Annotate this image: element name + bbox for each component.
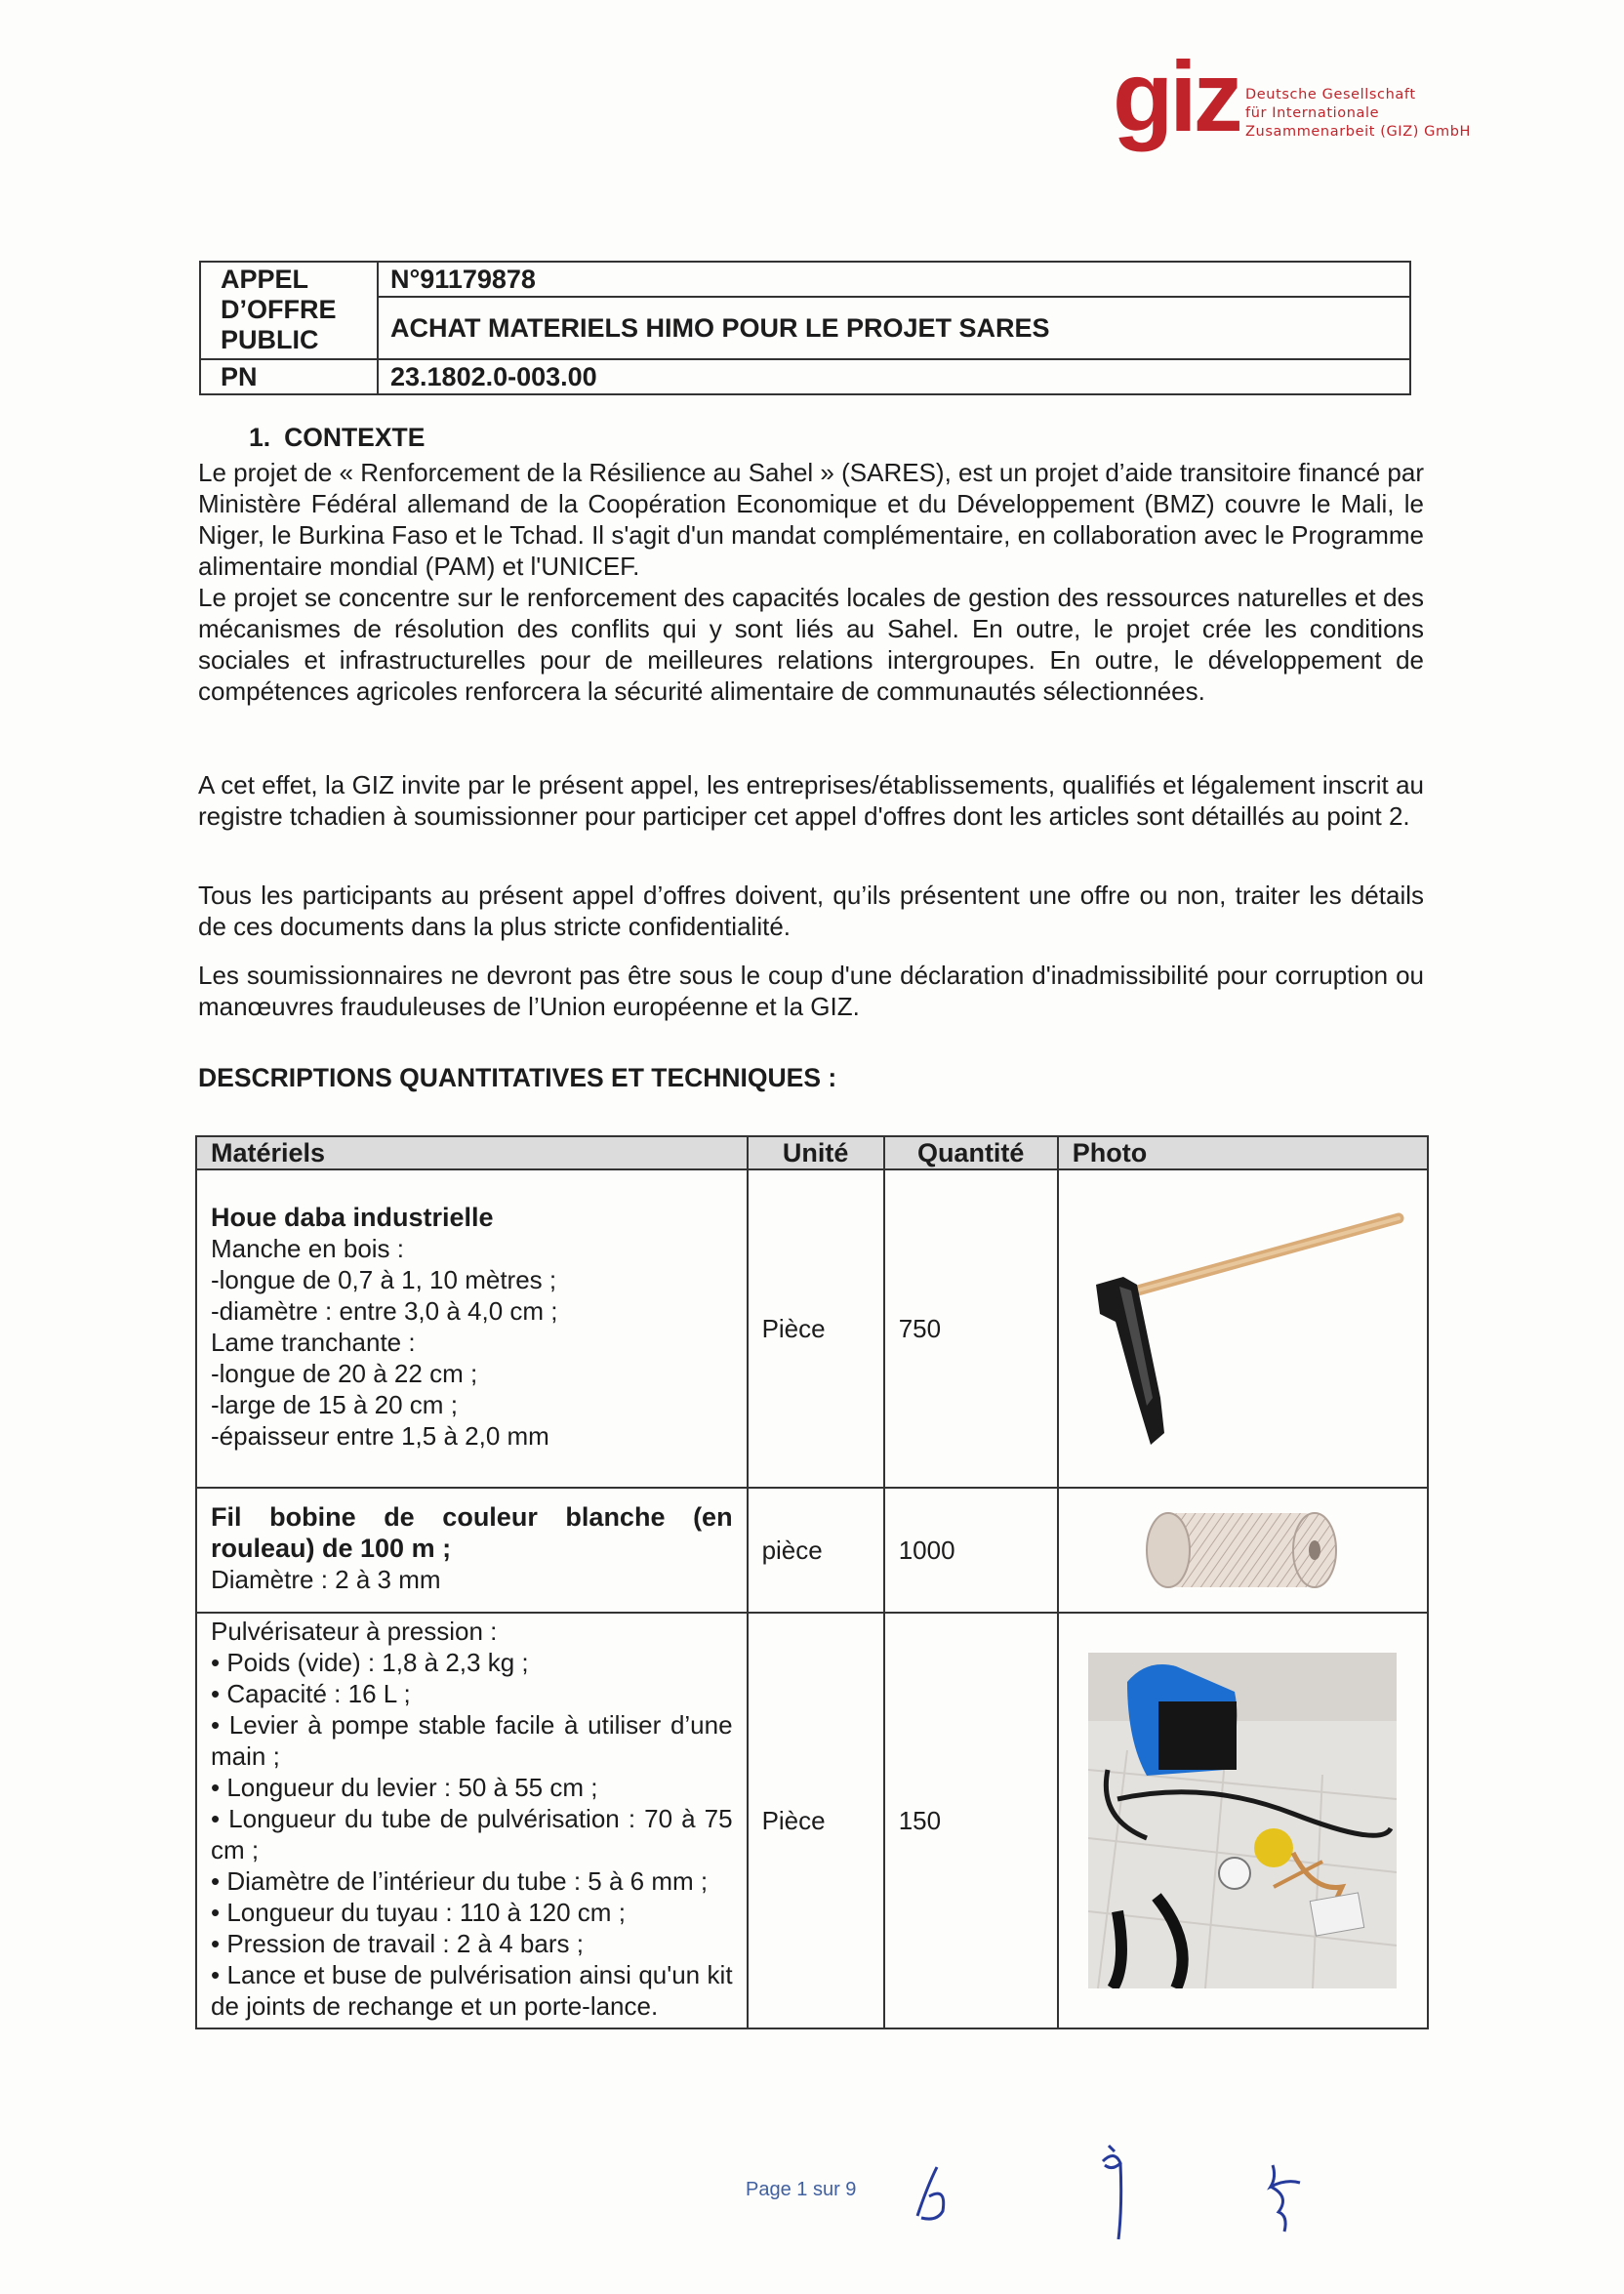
items-table [195, 1135, 1429, 2029]
spec-line: -longue de 0,7 à 1, 10 mètres ; [211, 1265, 557, 1294]
column-header: Unité [748, 1136, 884, 1169]
appel-label: APPEL D’OFFRE PUBLIC [200, 262, 378, 359]
logo-line: Deutsche Gesellschaft [1245, 87, 1416, 102]
table-row [196, 1488, 1428, 1613]
handwritten-initial [1093, 2138, 1142, 2245]
column-header: Photo [1058, 1136, 1428, 1169]
spec-line: -large de 15 à 20 cm ; [211, 1390, 458, 1419]
pn-value: 23.1802.0-003.00 [378, 359, 1410, 394]
spec-line: • Diamètre de l’intérieur du tube : 5 à 6 mm ; [211, 1866, 709, 1896]
logo-line: für Internationale [1245, 105, 1380, 121]
sprayer-photo-icon [1088, 1653, 1397, 1988]
spec-line: • Lance et buse de pulvérisation ainsi qu'un kit de joints de rechange et un porte-lance. [211, 1960, 733, 2021]
tender-number: N°91179878 [378, 262, 1410, 297]
paragraph: A cet effet, la GIZ invite par le présent appel, les entreprises/établissements, qualifiés et légalement inscrit au registre tchadien à soumissionner pour participer cet appel d'offres dont les articles sont détaillés au point 2. [198, 770, 1424, 831]
item-unit: Pièce [748, 1613, 884, 2028]
descriptions-title: DESCRIPTIONS QUANTITATIVES ET TECHNIQUES : [198, 1063, 837, 1092]
spec-line: • Pression de travail : 2 à 4 bars ; [211, 1929, 584, 1958]
paragraph: Le projet se concentre sur le renforcement des capacités locales de gestion des ressources naturelles et des mécanismes de résolution des conflits qui y sont liés au Sahel. En outre, le projet crée les conditions sociales et infrastructurelles pour de meilleures relations intergroupes. En outre, le développement de compétences agricoles renforcera la sécurité alimentaire de communautés sélectionnées. [198, 583, 1424, 706]
spec-line: -épaisseur entre 1,5 à 2,0 mm [211, 1421, 549, 1451]
logo-line: Zusammenarbeit (GIZ) GmbH [1245, 124, 1472, 140]
tender-title: ACHAT MATERIELS HIMO POUR LE PROJET SARES [378, 297, 1410, 359]
item-quantity: 150 [884, 1613, 1058, 2028]
logo-text [1245, 86, 1471, 142]
logo-mark: giz [1113, 41, 1239, 152]
item-quantity: 1000 [884, 1488, 1058, 1613]
column-header: Quantité [884, 1136, 1058, 1169]
hoe-icon [1076, 1207, 1408, 1451]
item-unit: pièce [748, 1488, 884, 1613]
page-number: Page 1 sur 9 [746, 2179, 857, 2200]
item-name: Houe daba industrielle [211, 1203, 494, 1232]
table-row [196, 1169, 1428, 1488]
twine-roll-icon [1135, 1503, 1350, 1597]
tender-header-table [199, 261, 1411, 395]
spec-line: Diamètre : 2 à 3 mm [211, 1565, 441, 1594]
paragraph: Le projet de « Renforcement de la Résilience au Sahel » (SARES), est un projet d’aide transitoire financé par Ministère Fédéral allemand de la Coopération Economique et du Développement (BMZ) couvre le Mali, le Niger, le Burkina Faso et le Tchad. Il s'agit d'un mandat complémentaire, en collaboration avec le Programme alimentaire mondial (PAM) et l'UNICEF. [198, 458, 1424, 581]
item-unit: Pièce [748, 1169, 884, 1488]
spec-line: • Capacité : 16 L ; [211, 1679, 411, 1708]
spec-line: -diamètre : entre 3,0 à 4,0 cm ; [211, 1296, 558, 1326]
spec-line: Pulvérisateur à pression : [211, 1617, 498, 1646]
item-description [196, 1488, 748, 1613]
spec-line: • Longueur du tube de pulvérisation : 70 à 75 cm ; [211, 1804, 733, 1864]
item-description [196, 1169, 748, 1488]
giz-logo [1113, 41, 1503, 176]
handwritten-initial [908, 2157, 966, 2226]
item-description [196, 1613, 748, 2028]
handwritten-initial [1261, 2157, 1310, 2235]
paragraph: Les soumissionnaires ne devront pas être sous le coup d'une déclaration d'inadmissibilité pour corruption ou manœuvres frauduleuses de l’Union européenne et la GIZ. [198, 961, 1424, 1021]
column-header: Matériels [196, 1136, 748, 1169]
spec-line: -longue de 20 à 22 cm ; [211, 1359, 478, 1388]
item-quantity: 750 [884, 1169, 1058, 1488]
section-number: 1. [249, 423, 271, 452]
pn-label: PN [200, 359, 378, 394]
spec-line: Lame tranchante : [211, 1328, 416, 1357]
spec-line: • Poids (vide) : 1,8 à 2,3 kg ; [211, 1648, 529, 1677]
paragraph: Tous les participants au présent appel d’offres doivent, qu’ils présentent une offre ou non, traiter les détails de ces documents dans la plus stricte confidentialité. [198, 881, 1424, 941]
item-photo [1058, 1613, 1428, 2028]
section-title [249, 423, 425, 453]
table-row [196, 1613, 1428, 2028]
section-title-text: CONTEXTE [284, 423, 426, 452]
spec-line: • Levier à pompe stable facile à utiliser d’une main ; [211, 1710, 733, 1771]
spec-line: • Longueur du levier : 50 à 55 cm ; [211, 1773, 598, 1802]
item-photo [1058, 1488, 1428, 1613]
spec-line: Manche en bois : [211, 1234, 405, 1263]
item-photo [1058, 1169, 1428, 1488]
item-name: Fil bobine de couleur blanche (en rouleau) de 100 m ; [211, 1502, 733, 1563]
spec-line: • Longueur du tuyau : 110 à 120 cm ; [211, 1898, 626, 1927]
